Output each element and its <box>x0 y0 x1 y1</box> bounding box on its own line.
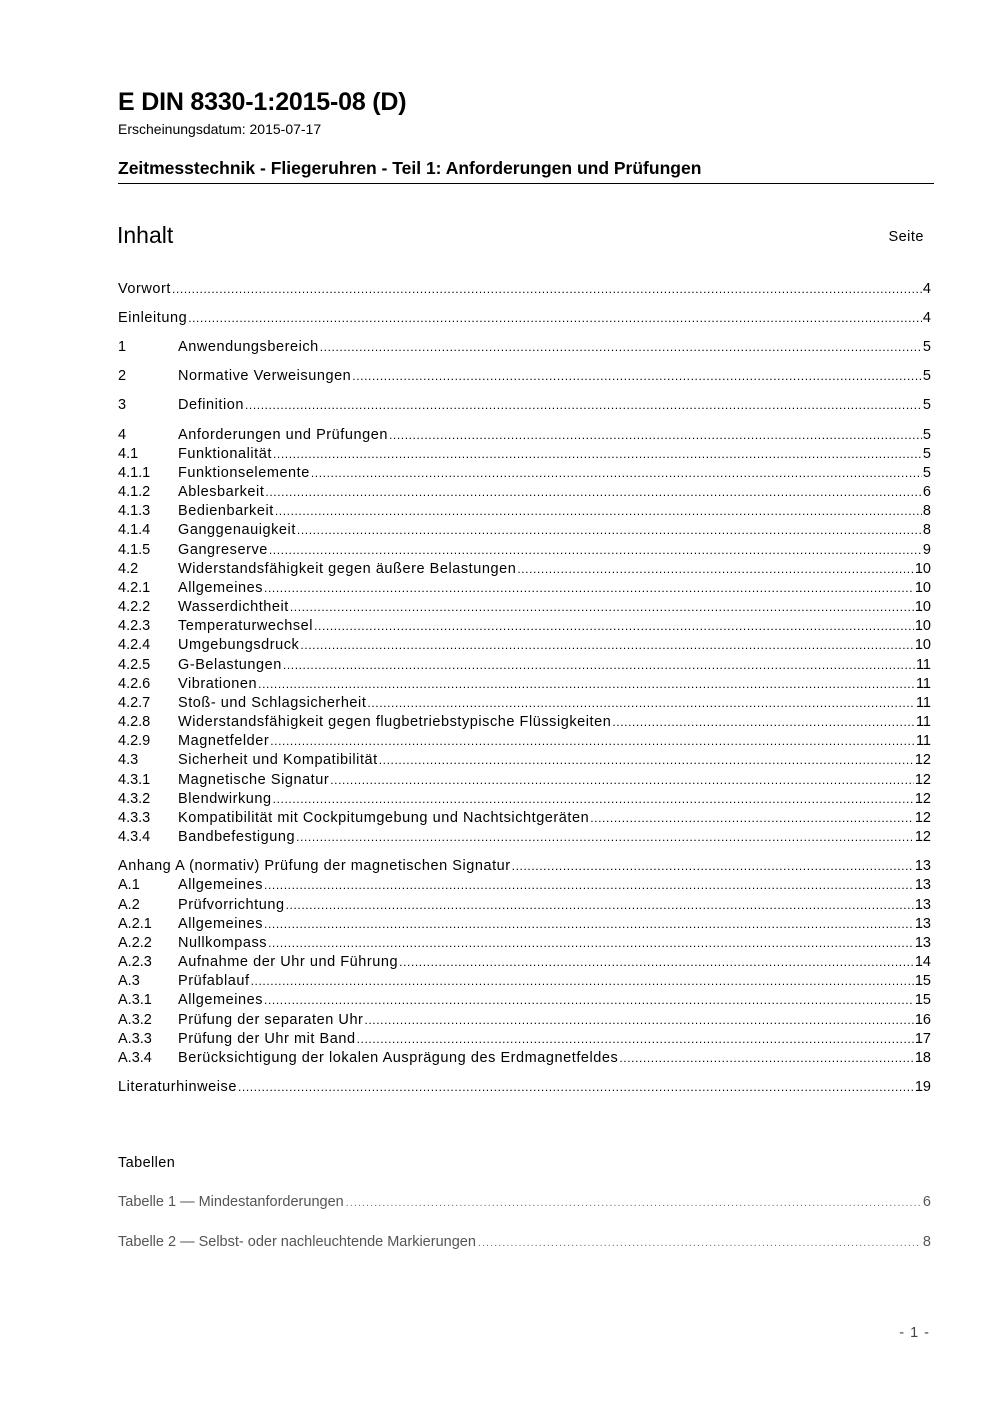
toc-entry[interactable] <box>118 636 931 655</box>
toc-entry-number: 4.3.3 <box>118 810 151 826</box>
toc-entry[interactable] <box>118 953 931 972</box>
toc-entry-number: 4.1.1 <box>118 465 151 481</box>
toc-entry-number: 4.2.9 <box>118 733 151 749</box>
toc-leader-dots <box>172 280 922 299</box>
toc-entry-number: 4.2.4 <box>118 637 151 653</box>
toc-entry-label: Nullkompass <box>178 935 268 951</box>
toc-leader-dots <box>389 426 922 445</box>
toc-entry[interactable] <box>118 617 931 636</box>
toc-entry-label: Magnetische Signatur <box>178 772 330 788</box>
toc-entry-page: 4 <box>922 281 931 297</box>
toc-leader-dots <box>270 732 915 751</box>
toc-leader-dots <box>269 541 922 560</box>
toc-entry-number: 4.2.5 <box>118 657 151 673</box>
toc-entry-page: 15 <box>914 992 931 1008</box>
doc-id: E DIN 8330-1:2015-08 (D) <box>118 88 407 116</box>
toc-leader-dots <box>367 694 915 713</box>
toc-leader-dots <box>258 675 915 694</box>
toc-entry-label: Allgemeines <box>178 992 264 1008</box>
toc-entry-page: 6 <box>922 484 931 500</box>
toc-entry[interactable] <box>118 713 931 732</box>
toc-entry-number: 4 <box>118 427 127 443</box>
toc-leader-dots <box>297 521 922 540</box>
toc-entry[interactable] <box>118 915 931 934</box>
toc-entry[interactable] <box>118 464 931 483</box>
toc-entry-page: 16 <box>914 1012 931 1028</box>
toc-entry[interactable] <box>118 541 931 560</box>
toc-entry-label: Prüfvorrichtung <box>178 897 285 913</box>
toc-entry[interactable] <box>118 991 931 1010</box>
toc-entry-label: Umgebungsdruck <box>178 637 300 653</box>
toc-entry-page: 13 <box>914 916 931 932</box>
toc-leader-dots <box>379 751 914 770</box>
toc-leader-dots <box>245 396 922 415</box>
toc-leader-dots <box>399 953 914 972</box>
toc-entry-page: 12 <box>914 810 931 826</box>
toc-entry-number: A.2.1 <box>118 916 152 932</box>
toc-entry-number: A.3.2 <box>118 1012 152 1028</box>
toc-entry-number: 4.2.6 <box>118 676 151 692</box>
toc-leader-dots <box>517 560 914 579</box>
toc-entry-page: 11 <box>915 676 931 692</box>
toc-leader-dots <box>311 464 922 483</box>
toc-entry-label: Literaturhinweise <box>118 1079 237 1095</box>
toc-entry[interactable] <box>118 521 931 540</box>
title-rule <box>118 183 934 184</box>
toc-leader-dots <box>286 896 914 915</box>
toc-entry[interactable] <box>118 656 931 675</box>
toc-leader-dots <box>619 1049 914 1068</box>
toc-entry-label: Berücksichtigung der lokalen Ausprägung des Erdmagnetfeldes <box>178 1050 619 1066</box>
document-title: Zeitmesstechnik - Fliegeruhren - Teil 1: Anforderungen und Prüfungen <box>118 158 702 178</box>
toc-entry-page: 10 <box>914 580 931 596</box>
table-entry-label: Tabelle 1 — Mindestanforderungen <box>118 1194 344 1210</box>
toc-entry[interactable] <box>118 445 931 464</box>
toc-entry-label: Gangreserve <box>178 542 268 558</box>
toc-entry-page: 13 <box>914 897 931 913</box>
toc-entry-label: Allgemeines <box>178 916 264 932</box>
table-entry-label: Tabelle 2 — Selbst- oder nachleuchtende Markierungen <box>118 1234 476 1250</box>
toc-entry-label: Prüfung der separaten Uhr <box>178 1012 364 1028</box>
toc-entry[interactable] <box>118 828 931 847</box>
toc-entry-page: 8 <box>922 522 931 538</box>
toc-entry[interactable] <box>118 560 931 579</box>
toc-entry-page: 4 <box>922 310 931 326</box>
toc-entry-number: 4.1.4 <box>118 522 151 538</box>
toc-entry-label: Normative Verweisungen <box>178 368 352 384</box>
toc-leader-dots <box>265 483 922 502</box>
toc-entry-label: Vibrationen <box>178 676 258 692</box>
toc-entry-number: 4.2.7 <box>118 695 151 711</box>
toc-entry-page: 9 <box>922 542 931 558</box>
toc-entry-label: Magnetfelder <box>178 733 270 749</box>
toc-entry-label: Funktionalität <box>178 446 272 462</box>
toc-entry[interactable] <box>118 502 931 521</box>
toc-entry-page: 12 <box>914 829 931 845</box>
toc-entry-page: 10 <box>914 637 931 653</box>
toc-entry[interactable] <box>118 1030 931 1049</box>
toc-entry-label: Widerstandsfähigkeit gegen äußere Belastungen <box>178 561 517 577</box>
toc-leader-dots <box>352 367 922 386</box>
toc-entry-number: 4.3 <box>118 752 139 768</box>
toc-leader-dots <box>330 771 914 790</box>
toc-entry-label: Prüfung der Uhr mit Band <box>178 1031 356 1047</box>
toc-entry[interactable] <box>118 790 931 809</box>
toc-entry-page: 13 <box>914 935 931 951</box>
toc-entry-page: 11 <box>915 657 931 673</box>
toc-leader-dots <box>612 713 915 732</box>
page-column-label: Seite <box>888 229 924 245</box>
toc-leader-dots <box>273 790 914 809</box>
toc-entry-label: Definition <box>178 397 244 413</box>
toc-entry[interactable] <box>118 1011 931 1030</box>
toc-entry-number: 4.1 <box>118 446 139 462</box>
publication-date: Erscheinungsdatum: 2015-07-17 <box>118 121 322 137</box>
toc-entry-number: 4.2.3 <box>118 618 151 634</box>
toc-entry-label: Anwendungsbereich <box>178 339 319 355</box>
toc-entry[interactable] <box>118 1078 931 1097</box>
toc-entry-number: 4.2.1 <box>118 580 151 596</box>
toc-entry[interactable] <box>118 338 931 357</box>
toc-leader-dots <box>188 309 922 328</box>
toc-entry-number: A.3.1 <box>118 992 152 1008</box>
toc-entry-page: 12 <box>914 791 931 807</box>
toc-leader-dots <box>320 338 922 357</box>
toc-entry-number: 4.2 <box>118 561 139 577</box>
toc-entry-label: Ablesbarkeit <box>178 484 265 500</box>
toc-entry-label: Stoß- und Schlagsicherheit <box>178 695 367 711</box>
toc-entry-number: 4.1.2 <box>118 484 151 500</box>
toc-entry-label: Aufnahme der Uhr und Führung <box>178 954 399 970</box>
toc-leader-dots <box>264 876 914 895</box>
toc-entry-label: Blendwirkung <box>178 791 272 807</box>
table-entry-page: 6 <box>922 1194 931 1210</box>
toc-entry-page: 12 <box>914 752 931 768</box>
toc-leader-dots <box>264 579 914 598</box>
toc-leader-dots <box>590 809 914 828</box>
toc-entry-number: 4.3.1 <box>118 772 151 788</box>
toc-entry-number: 4.2.8 <box>118 714 151 730</box>
toc-entry[interactable] <box>118 896 931 915</box>
toc-entry[interactable] <box>118 732 931 751</box>
toc-entry-page: 13 <box>914 877 931 893</box>
toc-entry-page: 10 <box>914 561 931 577</box>
toc-entry-page: 5 <box>922 446 931 462</box>
table-leader-dots <box>478 1234 921 1253</box>
toc-entry-page: 5 <box>922 427 931 443</box>
toc-entry-number: A.1 <box>118 877 140 893</box>
toc-entry-page: 10 <box>914 599 931 615</box>
toc-entry-page: 12 <box>914 772 931 788</box>
toc-entry[interactable] <box>118 579 931 598</box>
toc-leader-dots <box>264 991 914 1010</box>
toc-entry[interactable] <box>118 675 931 694</box>
toc-leader-dots <box>268 934 914 953</box>
toc-entry-page: 10 <box>914 618 931 634</box>
toc-entry-label: Allgemeines <box>178 877 264 893</box>
toc-entry-label: Einleitung <box>118 310 188 326</box>
toc-entry-label: Allgemeines <box>178 580 264 596</box>
toc-entry-number: 4.3.4 <box>118 829 151 845</box>
toc-entry-page: 14 <box>914 954 931 970</box>
toc-leader-dots <box>275 502 922 521</box>
toc-entry-page: 11 <box>915 695 931 711</box>
toc-entry-page: 8 <box>922 503 931 519</box>
tables-heading: Tabellen <box>118 1155 176 1171</box>
toc-entry-page: 13 <box>914 858 931 874</box>
toc-entry-number: A.2 <box>118 897 140 913</box>
toc-leader-dots <box>273 445 922 464</box>
toc-entry[interactable] <box>118 751 931 770</box>
toc-entry-label: Vorwort <box>118 281 172 297</box>
toc-leader-dots <box>290 598 914 617</box>
toc-leader-dots <box>512 857 914 876</box>
toc-entry[interactable] <box>118 857 931 876</box>
toc-entry-label: G-Belastungen <box>178 657 282 673</box>
toc-entry[interactable] <box>118 972 931 991</box>
toc-entry-page: 5 <box>922 368 931 384</box>
toc-entry[interactable] <box>118 483 931 502</box>
toc-entry-number: 4.1.5 <box>118 542 151 558</box>
toc-entry[interactable] <box>118 771 931 790</box>
toc-entry-label: Funktionselemente <box>178 465 310 481</box>
toc-entry[interactable] <box>118 1049 931 1068</box>
toc-leader-dots <box>264 915 914 934</box>
toc-entry-label: Anforderungen und Prüfungen <box>178 427 388 443</box>
toc-entry-number: A.3.4 <box>118 1050 152 1066</box>
toc-entry[interactable] <box>118 876 931 895</box>
toc-entry-page: 15 <box>914 973 931 989</box>
toc-entry-number: 4.1.3 <box>118 503 151 519</box>
toc-entry-label: Sicherheit und Kompatibilität <box>178 752 378 768</box>
toc-entry-number: 3 <box>118 397 127 413</box>
toc-entry-number: A.2.2 <box>118 935 152 951</box>
table-list-entry[interactable] <box>118 1233 931 1252</box>
toc-entry-label: Prüfablauf <box>178 973 250 989</box>
toc-entry-label: Bandbefestigung <box>178 829 296 845</box>
toc-leader-dots <box>357 1030 914 1049</box>
toc-entry-label: Kompatibilität mit Cockpitumgebung und Nachtsichtgeräten <box>178 810 590 826</box>
toc-entry[interactable] <box>118 280 931 299</box>
toc-entry-page: 5 <box>922 339 931 355</box>
table-entry-page: 8 <box>922 1234 931 1250</box>
toc-entry-number: A.3 <box>118 973 140 989</box>
toc-entry-number: 1 <box>118 339 127 355</box>
toc-heading: Inhalt <box>117 222 174 248</box>
toc-entry[interactable] <box>118 309 931 328</box>
toc-entry[interactable] <box>118 694 931 713</box>
table-leader-dots <box>346 1194 921 1213</box>
toc-entry-label: Temperaturwechsel <box>178 618 314 634</box>
toc-entry-page: 5 <box>922 397 931 413</box>
toc-entry-page: 18 <box>914 1050 931 1066</box>
toc-entry-label: Widerstandsfähigkeit gegen flugbetriebstypische Flüssigkeiten <box>178 714 612 730</box>
toc-entry-number: 4.2.2 <box>118 599 151 615</box>
toc-entry-page: 11 <box>915 733 931 749</box>
toc-entry-page: 5 <box>922 465 931 481</box>
toc-entry-number: 2 <box>118 368 127 384</box>
toc-entry[interactable] <box>118 934 931 953</box>
toc-entry-label: Wasserdichtheit <box>178 599 289 615</box>
table-list-entry[interactable] <box>118 1193 931 1212</box>
toc-entry[interactable] <box>118 367 931 386</box>
toc-entry[interactable] <box>118 598 931 617</box>
toc-entry-number: A.3.3 <box>118 1031 152 1047</box>
toc-entry-page: 11 <box>915 714 931 730</box>
toc-entry[interactable] <box>118 396 931 415</box>
toc-entry-label: Ganggenauigkeit <box>178 522 296 538</box>
toc-leader-dots <box>300 636 914 655</box>
toc-entry-page: 17 <box>914 1031 931 1047</box>
toc-entry[interactable] <box>118 426 931 445</box>
toc-entry-number: A.2.3 <box>118 954 152 970</box>
toc-leader-dots <box>238 1078 914 1097</box>
toc-entry[interactable] <box>118 809 931 828</box>
page-number: - 1 - <box>899 1325 930 1341</box>
toc-leader-dots <box>283 656 915 675</box>
toc-entry-number: 4.3.2 <box>118 791 151 807</box>
toc-entry-label: Bedienbarkeit <box>178 503 274 519</box>
toc-leader-dots <box>251 972 914 991</box>
toc-leader-dots <box>314 617 914 636</box>
toc-entry-label: Anhang A (normativ) Prüfung der magnetischen Signatur <box>118 858 511 874</box>
toc-leader-dots <box>364 1011 913 1030</box>
toc-entry-page: 19 <box>914 1079 931 1095</box>
toc-leader-dots <box>296 828 914 847</box>
